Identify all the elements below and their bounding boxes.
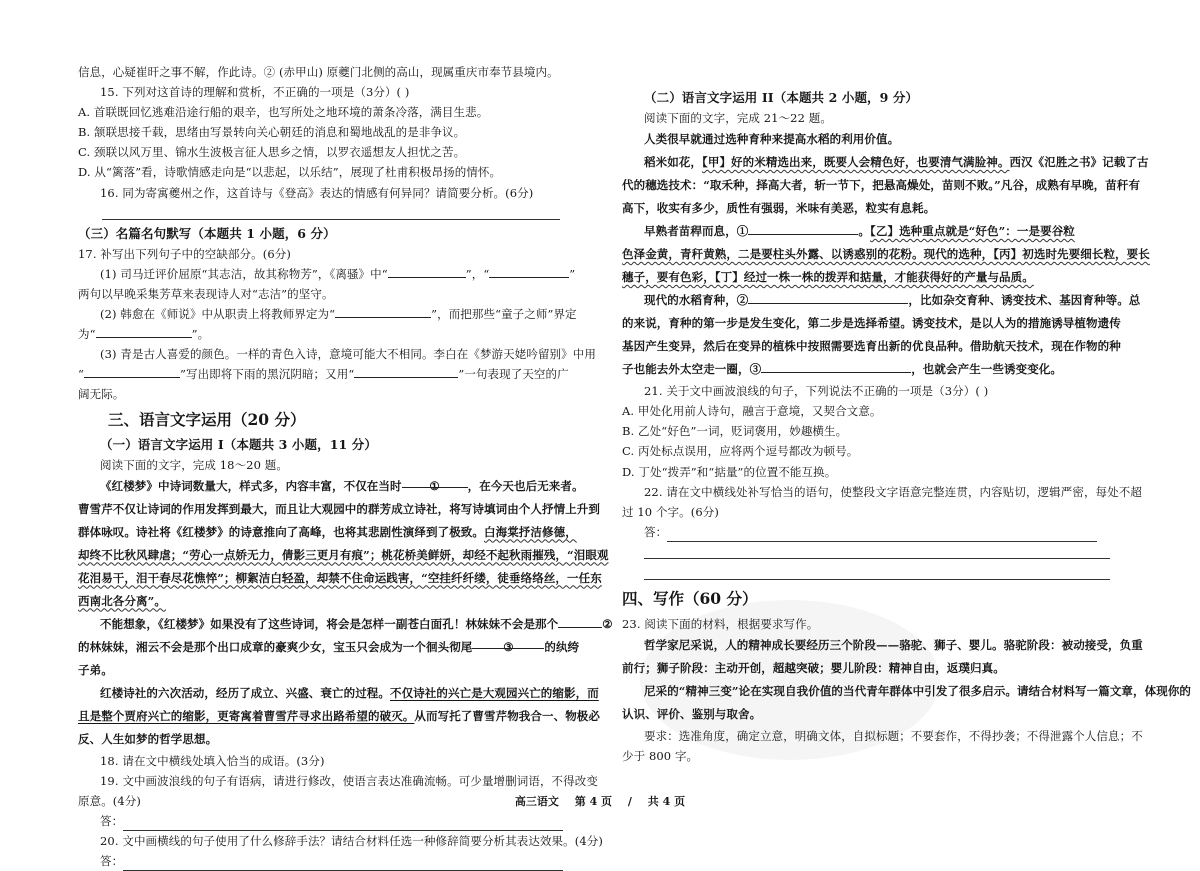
passage-text: 早熟者苗稈而息，① — [644, 224, 749, 239]
passage-line: 代的穗选技术：“取禾种，择高大者，斩一节下，把悬高燥处，苗则不败。”凡谷，成熟有早晚，苗秆有 — [622, 178, 1141, 193]
fill-blank[interactable] — [335, 305, 431, 318]
option-21a: A. 甲处化用前人诗句，融言于意境，又契合文意。 — [622, 404, 882, 419]
writing-material: 哲学家尼采说，人的精神成长要经历三个阶段——骆驼、狮子、婴儿。骆驼阶段：被动接受，负重 — [644, 638, 1143, 653]
passage-text: ，比如杂交育种、诱变技术、基因育种等。总 — [908, 293, 1141, 308]
answer-row-19 — [78, 811, 560, 831]
q17-3-text-c: ”一句表现了天空的广 — [458, 367, 569, 382]
blank-number: ② — [602, 616, 613, 631]
question-19: 19. 文中画波浪线的句子有语病，请进行修改，使语言表达准确流畅。可少量增删词语，不得改变 — [100, 773, 598, 788]
passage-line — [622, 151, 1149, 174]
q17-2-text-b: ”，而把那些“童子之师”界定 — [431, 307, 577, 322]
passage-line — [78, 636, 580, 659]
passage-line: 反、人生如梦的哲学思想。 — [78, 731, 218, 746]
q17-2-text-c: 为“ — [78, 327, 96, 342]
passage-line-wavy: 穗子，要有色彩，【丁】经过一株一株的拨弄和掂量，才能获得好的产量与品质。 — [622, 270, 1034, 285]
wavy-sentence: 白海棠抒洁修德， — [484, 524, 577, 539]
passage-line: 曹雪芹不仅让诗词的作用发挥到最大，而且让大观园中的群芳成立诗社，将写诗填词由个人抒情上升到 — [78, 501, 600, 516]
question-20: 20. 文中画横线的句子使用了什么修辞手法？请结合材料任选一种修辞简要分析其表达效果。(4分) — [100, 834, 603, 849]
passage-text: 的纨绔 — [544, 639, 580, 654]
passage-line-wavy: 西南北各分离”。 — [78, 593, 166, 608]
answer-label: 答： — [100, 854, 124, 869]
passage-line — [78, 682, 599, 705]
fill-blank[interactable] — [96, 325, 192, 338]
question-19-cont: 原意。(4分) — [78, 793, 141, 808]
q17-3-end: 阔无际。 — [78, 387, 125, 402]
passage-text: 。 — [858, 224, 871, 239]
fill-blank-1[interactable] — [748, 222, 858, 235]
passage-line-wavy: 花泪易干，泪干春尽花憔悴”；柳絮洁白轻盈，却禁不住命运践害，“空挂纤纤缕，徒垂络络丝，一任东 — [78, 570, 602, 585]
writing-material: 尼采的“精神三变”论在实现自我价值的当代青年群体中引发了很多启示。请结合材料写一篇文章，体现你的 — [644, 684, 1192, 699]
section-2-heading: （二）语言文字运用 II（本题共 2 小题，9 分） — [644, 90, 919, 105]
answer-row-20 — [78, 851, 560, 871]
passage-line: 人类很早就通过选种育种来提高水稻的利用价值。 — [644, 132, 900, 147]
question-18: 18. 请在文中横线处填入恰当的成语。(3分) — [100, 753, 325, 768]
question-22: 22. 请在文中横线处补写恰当的语句，使整段文字语意完整连贯，内容贴切，逻辑严密，每处不超 — [644, 484, 1142, 499]
footer-page-number: 第 4 页 — [574, 795, 613, 808]
passage-line — [622, 358, 1110, 381]
option-21c: C. 丙处标点误用，应将两个逗号都改为顿号。 — [622, 444, 859, 459]
option-21d: D. 丁处“拨弄”和“掂量”的位置不能互换。 — [622, 464, 837, 479]
writing-material: 前行；狮子阶段：主动开创，超越突破；婴儿阶段：精神自由，返璞归真。 — [622, 661, 1005, 676]
question-21: 21. 关于文中画波浪线的句子，下列说法不正确的一项是（3分）( ) — [644, 384, 989, 399]
passage-line — [622, 243, 1150, 266]
passage-text: 现代的水稻育种，② — [644, 293, 749, 308]
question-16: 16. 同为寄寓夔州之作，这首诗与《登高》表达的情感有何异同？请简要分析。(6分) — [100, 185, 534, 200]
q17-2-text-d: ”。 — [191, 327, 210, 342]
writing-material: 认识、评价、鉴别与取舍。 — [622, 707, 762, 722]
question-17: 17. 补写出下列句子中的空缺部分。(6分) — [78, 246, 291, 261]
fill-blank-3[interactable] — [761, 360, 911, 373]
passage-line — [78, 613, 613, 636]
question-23: 23. 阅读下面的材料，根据要求写作。 — [622, 616, 819, 631]
passage-line — [622, 289, 1141, 312]
passage-line — [622, 220, 1110, 243]
answer-line[interactable] — [123, 856, 563, 871]
q17-3-cont: “ ”写出即将下雨的黑沉阴暗；又用“ ”一句表现了天空的广 — [78, 367, 569, 382]
answer-row-22 — [622, 522, 1110, 542]
q17-3: (3) 青是古人喜爱的颜色。一样的青色入诗，意境可能大不相同。李白在《梦游天姥吟留别》中用 — [100, 347, 596, 362]
passage-line: 高下，收实有多少，质性有强弱，米味有美恶，粒实有息耗。 — [622, 201, 936, 216]
passage-line: 的来说，育种的第一步是发生变化，第二步是选择希望。诱变技术，是以人为的措施诱导植物遗传 — [622, 316, 1121, 331]
footer-separator: / — [627, 795, 632, 808]
passage-line — [78, 705, 601, 728]
option-15a: A. 首联既回忆逃难沿途行船的艰辛，也写所处之地环境的萧条冷落，满目生悲。 — [78, 105, 489, 120]
passage-text: 群体咏叹。诗社将《红楼梦》的诗意推向了高峰，也将其悲剧性演绎到了极致。 — [78, 524, 484, 539]
answer-line[interactable] — [667, 527, 1097, 542]
passage-text: 西汉《氾胜之书》记载了古 — [1009, 155, 1149, 170]
underlined-sentence: 且是整个贾府兴亡的缩影，更寄寓着曹雪芹寻求出路希望的破灭。 — [78, 708, 415, 723]
wavy-sentence: 色泽金黄，青秆黄熟，二是要柱头外露、以诱惑别的花粉。现代的选种， — [622, 247, 994, 262]
section-1-heading: （一）语言文字运用 I（本题共 3 小题，11 分） — [100, 436, 377, 452]
fill-blank-3[interactable]: ③ — [472, 636, 544, 649]
passage-text: 从而写托了曹雪芹物我合一、物极必 — [414, 708, 601, 723]
reading-instruction: 阅读下面的文字，完成 21～22 题。 — [644, 111, 832, 126]
option-15c: C. 颈联以风万里、锦水生波极言征人思乡之情，以罗衣遥想友人担忧之苦。 — [78, 145, 466, 160]
part-3-heading: 三、语言文字运用（20 分） — [108, 409, 306, 429]
writing-requirements: 要求：选准角度，确定立意，明确文体，自拟标题；不要套作，不得抄袭；不得泄露个人信息；不 — [644, 729, 1143, 744]
q17-2-cont — [78, 324, 560, 344]
section-3-heading: （三）名篇名句默写（本题共 1 小题，6 分） — [78, 225, 336, 241]
q17-1: (1) 司马迁评价屈原“其志洁，故其称物芳”，《离骚》中“ ”，“ ” — [100, 266, 576, 281]
reading-instruction: 阅读下面的文字，完成 18～20 题。 — [100, 457, 288, 472]
option-21b: B. 乙处“好色”一词，贬词褒用，妙趣横生。 — [622, 424, 848, 439]
part-4-heading: 四、写作（60 分） — [622, 588, 758, 608]
q17-2-text: (2) 韩愈在《师说》中从职责上将教师界定为“ — [100, 307, 336, 322]
fill-blank[interactable] — [84, 365, 180, 378]
passage-line: 基因产生变异，然后在变异的植株中按照需要选育出新的优良品种。借助航天技术，现在作物的种 — [622, 339, 1121, 354]
wavy-sentence: 【乙】选种重点就是“好色”：一是要谷粒 — [870, 224, 1075, 239]
footer-subject: 高三语文 — [514, 795, 559, 808]
option-15b: B. 颔联思接千载，思绪由写景转向关心朝廷的消息和蜀地战乱的是非争议。 — [78, 125, 466, 140]
passage-text: 《红楼梦》中诗词数量大，样式多，内容丰富，不仅在当时 — [100, 478, 402, 493]
fill-blank-2[interactable] — [558, 615, 602, 628]
passage-text: 不能想象，《红楼梦》如果没有了这些诗词，将会是怎样一副苍白面孔！林妹妹不会是那个 — [100, 616, 559, 631]
passage-line — [78, 521, 577, 544]
writing-requirements-cont: 少于 800 字。 — [622, 749, 699, 764]
fill-blank-1[interactable]: ① — [402, 475, 468, 488]
passage-line: 子弟。 — [78, 662, 113, 677]
answer-label: 答： — [100, 813, 124, 828]
passage-text: 红楼诗社的六次活动，经历了成立、兴盛、衰亡的过程。 — [100, 685, 390, 700]
q17-3-text-b: ”写出即将下雨的黑沉阴暗；又用“ — [179, 367, 355, 382]
question-15: 15. 下列对这首诗的理解和赏析，不正确的一项是（3分）( ) — [100, 85, 410, 100]
footer-total-pages: 共 4 页 — [647, 795, 686, 808]
underlined-sentence: 不仅诗社的兴亡是大观园兴亡的缩影，而 — [390, 685, 599, 700]
fill-blank-2[interactable] — [748, 291, 908, 304]
answer-line[interactable] — [123, 816, 563, 831]
q17-1-text: (1) 司马迁评价屈原“其志洁，故其称物芳”，《离骚》中“ — [100, 266, 388, 281]
answer-line[interactable] — [102, 203, 560, 220]
passage-text: 子也能去外太空走一圈，③ — [622, 362, 762, 377]
passage-text: 的林妹妹，湘云不会是那个出口成章的豪爽少女，宝玉只会成为一个徊头彻尾 — [78, 639, 473, 654]
option-15d: D. 从“篱落”看，诗歌情感走向是“以悲起，以乐结”，展现了杜甫积极昂扬的情怀。 — [78, 165, 502, 180]
passage-text: ，也就会产生一些诱变变化。 — [911, 362, 1063, 377]
page-footer — [0, 793, 1200, 809]
passage-text: 稻米如花， — [644, 155, 702, 170]
fill-blank[interactable] — [388, 265, 466, 278]
passage-line — [78, 475, 584, 498]
q17-1-cont: 两句以早晚采集芳草来表现诗人对“志洁”的坚守。 — [78, 286, 334, 301]
passage-text: ，在今天也后无来者。 — [467, 478, 584, 493]
answer-line[interactable] — [644, 563, 1110, 580]
q17-2 — [78, 304, 577, 324]
question-22-cont: 过 10 个字。(6分) — [622, 504, 719, 519]
answer-label: 答： — [644, 524, 668, 539]
passage-line-wavy: 却终不比秋风肆虐；“劳心一点娇无力，倩影三更月有痕”；桃花桥美鲜妍，却经不起秋雨摧残，“泪眼观 — [78, 547, 609, 562]
wavy-sentence: 【甲】好的米精选出来，既要人会精色好，也要清气满脸神。 — [702, 155, 1010, 170]
answer-line[interactable] — [644, 542, 1110, 559]
fill-blank[interactable] — [489, 265, 569, 278]
right-column — [622, 88, 1192, 766]
note-line: 信息，心疑崔旰之事不解，作此诗。② (赤甲山) 原夔门北侧的高山，现属重庆市奉节县境内。 — [78, 65, 559, 79]
wavy-sentence: 【丙】初选时先要细长粒，要长 — [993, 247, 1150, 262]
fill-blank[interactable] — [354, 365, 458, 378]
